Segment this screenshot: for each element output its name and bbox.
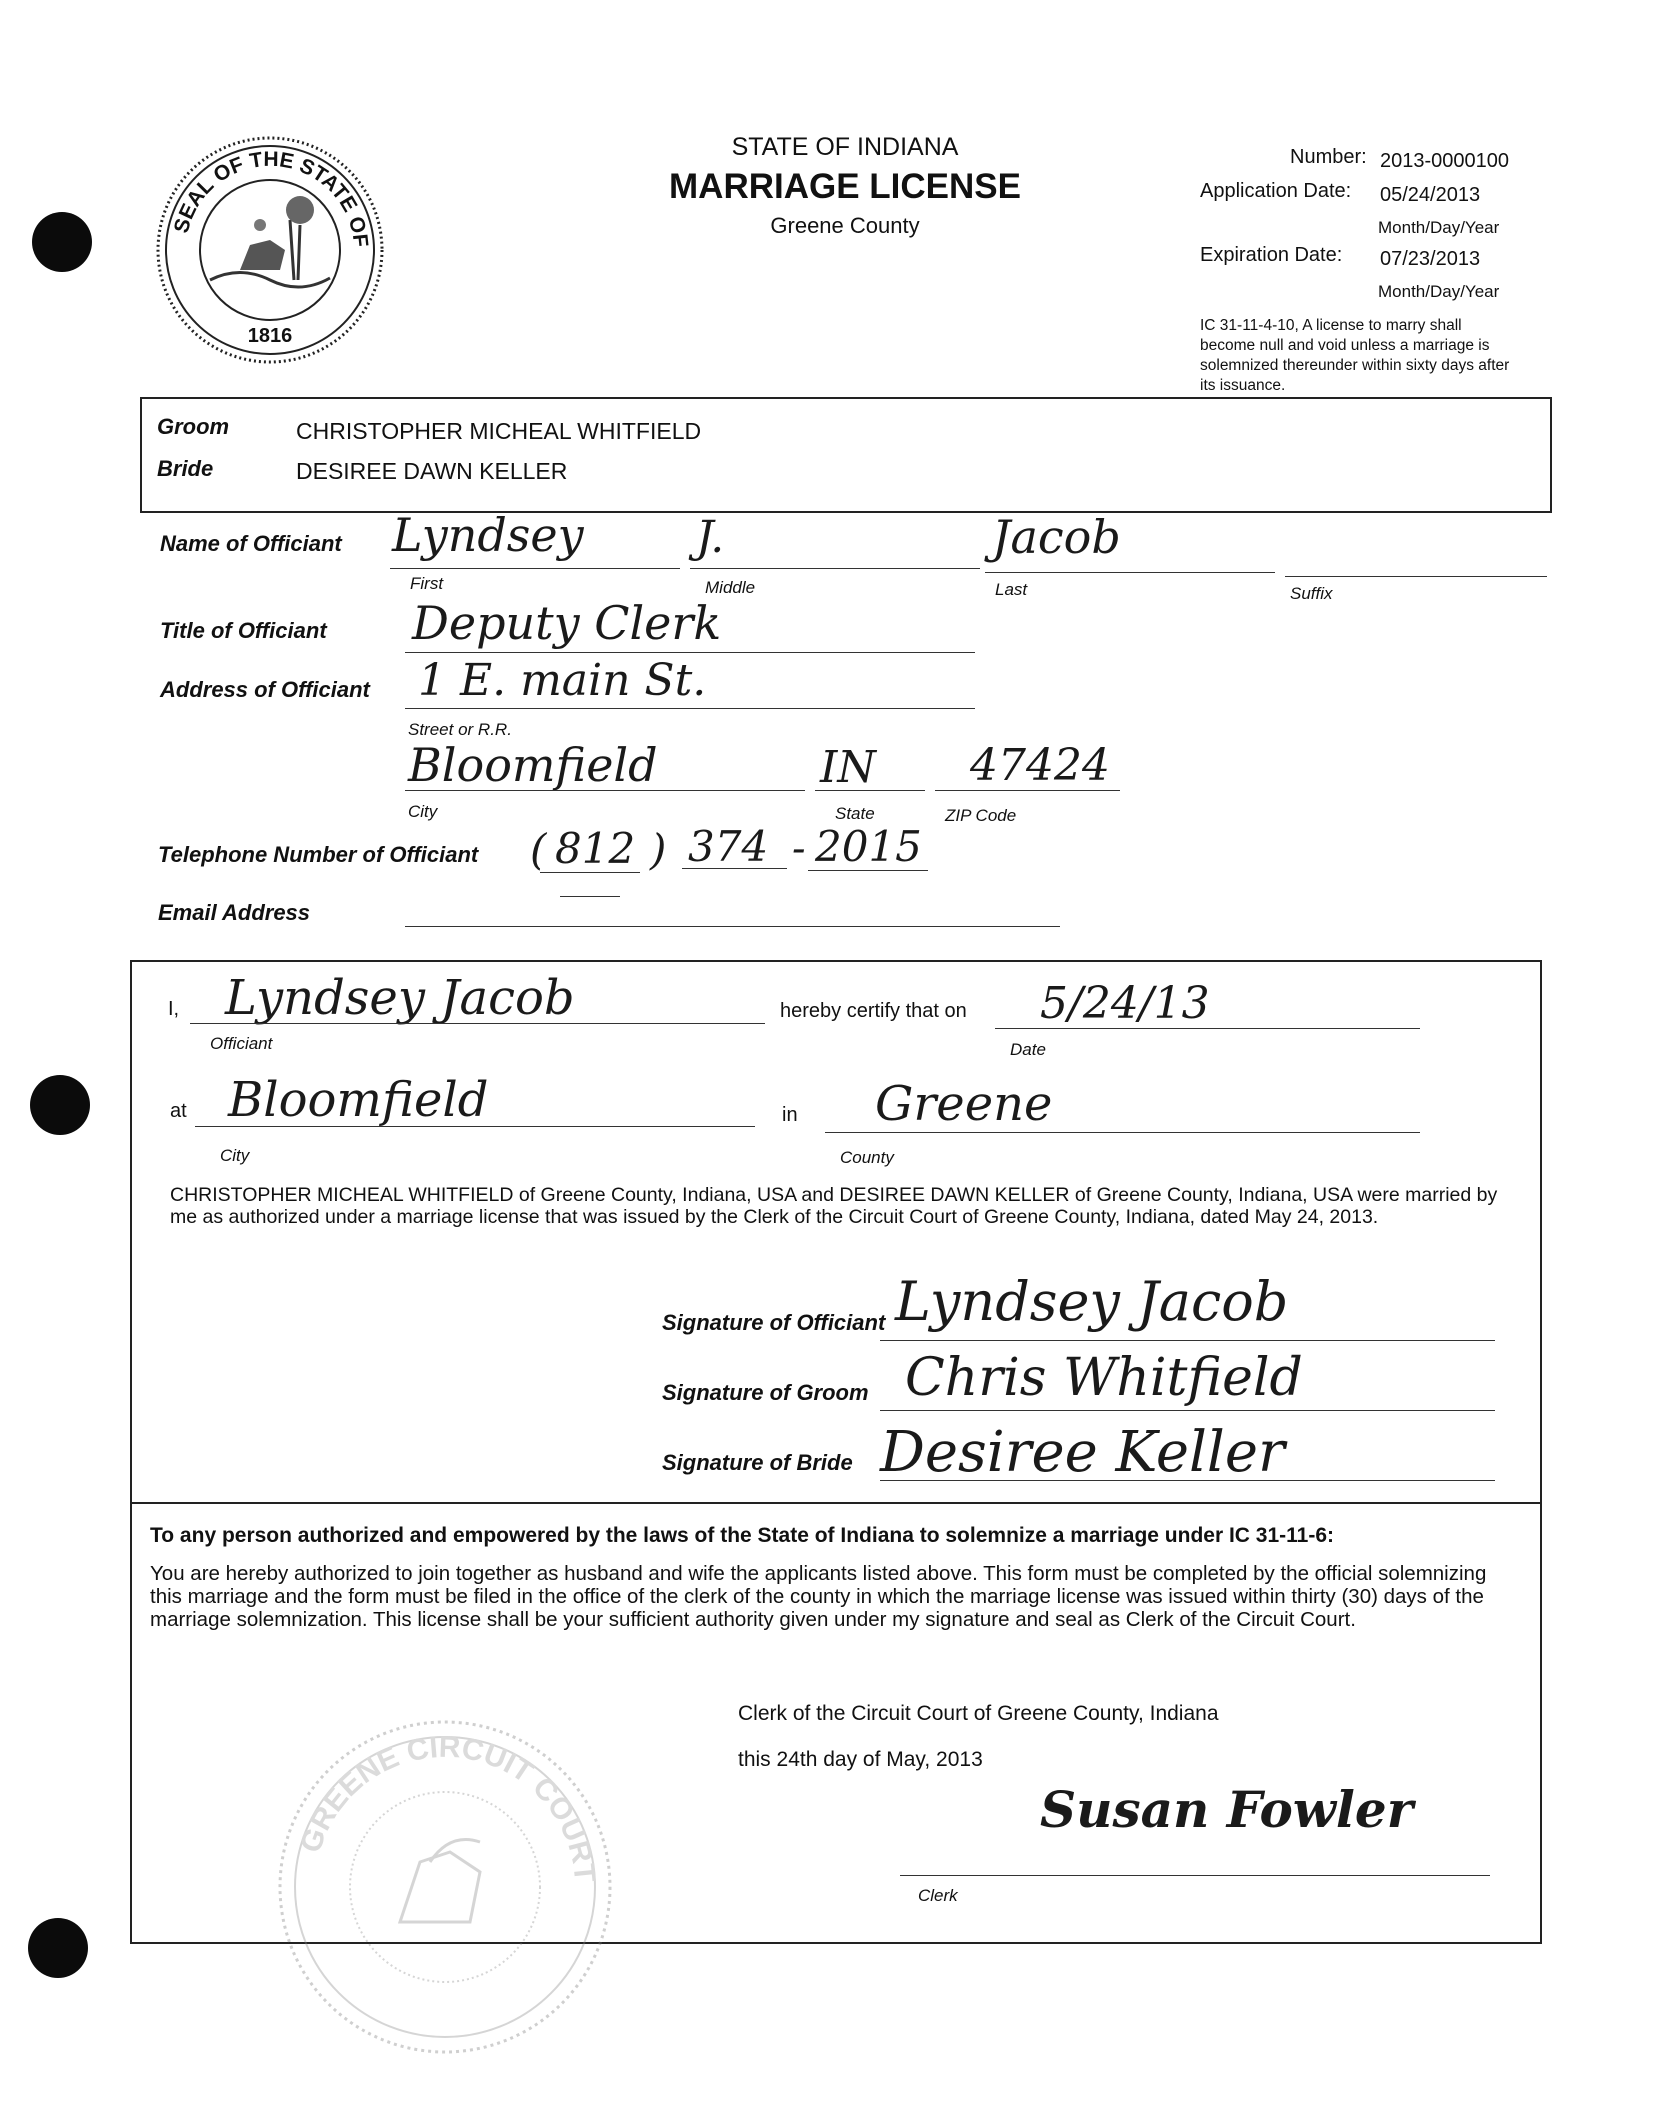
cert-city: Bloomfield [228, 1072, 489, 1128]
statute-note: IC 31-11-4-10, A license to marry shall become null and void unless a marriage is solemnized thereunder within sixty days after its issuance. [1200, 317, 1510, 394]
cert-officiant-caption: Officiant [210, 1034, 273, 1053]
officiant-state: IN [820, 742, 876, 793]
officiant-zip: 47424 [970, 740, 1110, 791]
authorization-body: You are hereby authorized to join together as husband and wife the applicants listed above. This form must be completed by the official solemnizing this marriage and the form must be filed in the office of the clerk of the county in which the marriage license was issued within thirty (30) days of the marriage solemnization. This license shall be your sufficient authority given under my signature and seal as Clerk of the Circuit Court. [150, 1562, 1487, 1631]
bride-name: DESIREE DAWN KELLER [296, 458, 568, 484]
bride-label: Bride [157, 456, 214, 481]
seal-text: SEAL OF THE STATE OF [169, 147, 373, 249]
officiant-first: Lyndsey [392, 508, 584, 562]
officiant-name-label: Name of Officiant [160, 531, 342, 556]
expiration-date-label: Expiration Date: [1200, 244, 1343, 266]
phone-line-number: 2015 [815, 822, 922, 871]
first-caption: First [410, 574, 444, 593]
number-label: Number: [1290, 146, 1367, 168]
clerk-line-2: this 24th day of May, 2013 [738, 1748, 983, 1771]
application-date-label: Application Date: [1200, 180, 1352, 202]
state-name: STATE OF INDIANA [731, 133, 959, 161]
phone-open-paren: ( [530, 825, 547, 874]
groom-name: CHRISTOPHER MICHEAL WHITFIELD [296, 418, 702, 444]
street-caption: Street or R.R. [408, 720, 512, 739]
application-date-value: 05/24/2013 [1380, 184, 1481, 206]
clerk-caption: Clerk [918, 1886, 958, 1905]
sig-bride-label: Signature of Bride [662, 1450, 853, 1475]
state-caption: State [835, 804, 875, 823]
document-title: MARRIAGE LICENSE [669, 167, 1021, 206]
cert-date-caption: Date [1010, 1040, 1046, 1059]
email-field[interactable] [405, 926, 1060, 927]
seal-year: 1816 [247, 325, 293, 347]
cert-date: 5/24/13 [1040, 978, 1210, 1029]
officiant-title-label: Title of Officiant [160, 618, 327, 643]
expiration-date-value: 07/23/2013 [1380, 248, 1481, 270]
city-caption: City [408, 802, 438, 821]
sig-officiant: Lyndsey Jacob [895, 1270, 1289, 1333]
officiant-address-label: Address of Officiant [160, 677, 370, 702]
punch-hole-bottom [28, 1918, 88, 1978]
phone-prefix: 374 [688, 822, 769, 871]
phone-area-code: 812 [555, 824, 636, 873]
certification-box [130, 960, 1542, 1504]
date-format-2: Month/Day/Year [1378, 282, 1500, 301]
last-caption: Last [995, 580, 1028, 599]
sig-groom: Chris Whitfield [905, 1348, 1303, 1408]
groom-label: Groom [157, 414, 230, 439]
cert-i-label: I, [168, 998, 180, 1020]
phone-dash: - [792, 826, 806, 872]
officiant-title-value: Deputy Clerk [412, 596, 722, 650]
cert-at-label: at [170, 1100, 187, 1122]
cert-county: Greene [875, 1076, 1053, 1132]
cert-city-caption: City [220, 1146, 250, 1165]
punch-hole-middle [30, 1075, 90, 1135]
court-seal [270, 1712, 620, 2062]
clerk-signature: Susan Fowler [1040, 1780, 1414, 1839]
court-seal-text: GREENE CIRCUIT COURT [294, 1730, 602, 1884]
suffix-field[interactable] [1285, 576, 1547, 577]
cert-county-caption: County [840, 1148, 894, 1167]
middle-caption: Middle [705, 578, 756, 597]
parties-box [140, 397, 1552, 513]
cert-in-label: in [782, 1104, 798, 1126]
officiant-street: 1 E. main St. [418, 655, 707, 706]
clerk-line-1: Clerk of the Circuit Court of Greene County, Indiana [738, 1702, 1219, 1725]
email-label: Email Address [158, 900, 311, 925]
officiant-last: Jacob [992, 510, 1121, 564]
phone-close-paren: ) [650, 825, 667, 874]
svg-text:GREENE CIRCUIT COURT [294, 1731, 601, 1884]
zip-caption: ZIP Code [945, 806, 1017, 825]
officiant-phone-label: Telephone Number of Officiant [158, 842, 479, 867]
number-value: 2013-0000100 [1380, 150, 1510, 172]
sig-officiant-label: Signature of Officiant [662, 1310, 886, 1335]
officiant-city: Bloomfield [408, 738, 658, 792]
cert-officiant-name: Lyndsey Jacob [225, 970, 575, 1026]
punch-hole-top [32, 212, 92, 272]
date-format-1: Month/Day/Year [1378, 218, 1500, 237]
state-seal [150, 130, 390, 370]
authorization-heading: To any person authorized and empowered by the laws of the State of Indiana to solemnize a marriage under IC 31-11-6: [150, 1524, 1335, 1547]
cert-certify-text: hereby certify that on [780, 1000, 967, 1022]
county-name: Greene County [770, 213, 920, 238]
sig-bride: Desiree Keller [880, 1420, 1285, 1485]
cert-statement: CHRISTOPHER MICHEAL WHITFIELD of Greene County, Indiana, USA and DESIREE DAWN KELLER of Greene County, Indiana, USA were married by me as authorized under a marriage license that was issued by the Clerk of the Circuit Court of Greene County, Indiana, dated May 24, 2013. [170, 1184, 1498, 1228]
suffix-caption: Suffix [1290, 584, 1333, 603]
sig-groom-label: Signature of Groom [662, 1380, 869, 1405]
officiant-middle: J. [696, 512, 725, 563]
